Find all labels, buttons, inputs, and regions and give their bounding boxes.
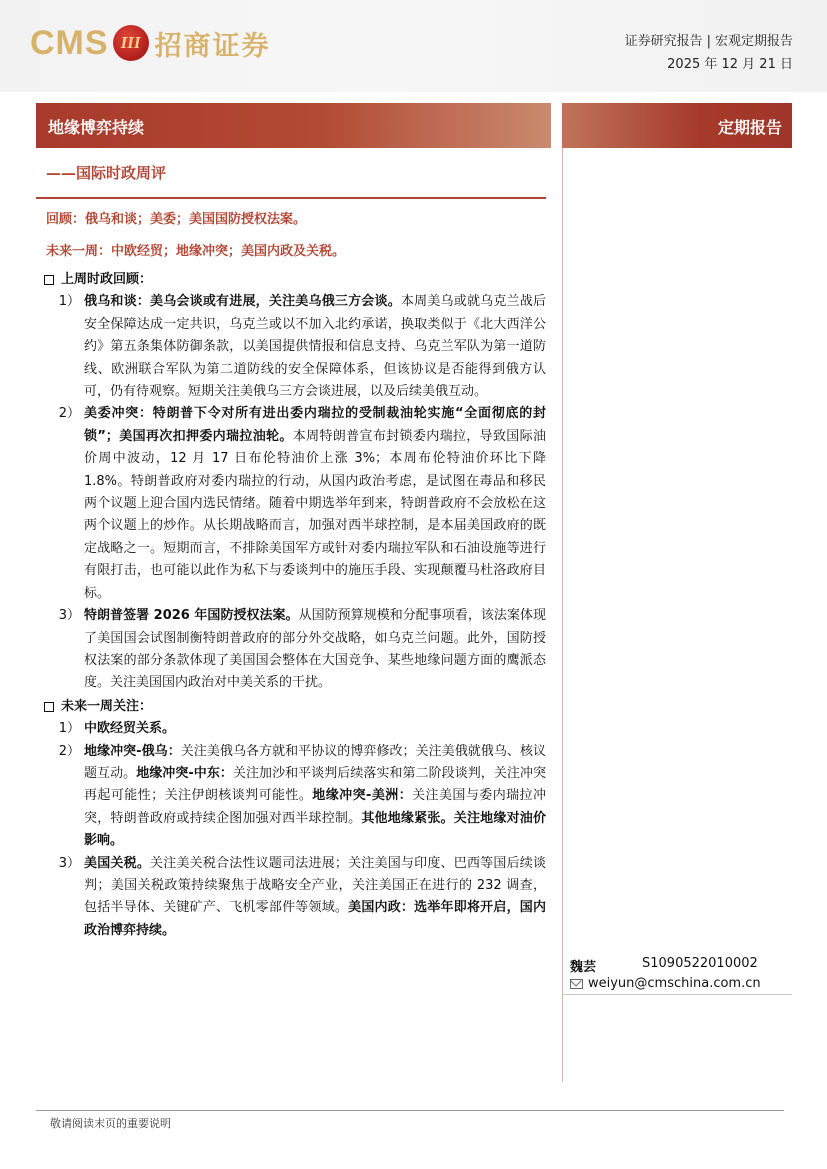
author-email[interactable]: weiyun@cmschina.com.cn — [588, 976, 761, 991]
report-meta: 证券研究报告 | 宏观定期报告 2025 年 12 月 21 日 — [625, 30, 793, 76]
list-item: 1） 俄乌和谈：美乌会谈或有进展，关注美乌俄三方会谈。本周美乌或就乌克兰战后安全保障达成一定共识，乌克兰或以不加入北约承诺，换取类似于《北大西洋公约》第五条集体防御条款，以美国提供情报和信息支持、乌克兰军队为第一道防线、欧洲联合军队为第二道防线的安全保障体系，但该协议是否能得到俄方认可，仍有待观察。短期关注美俄乌三方会谈进展，以及后续美俄互动。 — [58, 294, 546, 400]
side-divider — [562, 148, 563, 1082]
report-date: 2025 年 12 月 21 日 — [667, 57, 793, 72]
envelope-icon — [570, 979, 583, 989]
list-item: 1） 中欧经贸关系。 — [58, 721, 176, 737]
logo-emblem-icon: III — [113, 25, 149, 61]
report-body — [44, 268, 546, 942]
checkbox-bullet-icon — [44, 702, 54, 712]
list-item: 2） 美委冲突：特朗普下令对所有进出委内瑞拉的受制裁油轮实施“全面彻底的封锁”；美国再次扣押委内瑞拉油轮。本周特朗普宣布封锁委内瑞拉，导致国际油价周中波动，12 月 17 日布伦特油价上涨 3%；本周布伦特油价环比下降 1.8%。特朗普政府对委内瑞拉的行动，从国内政治考虑，是试图在毒品和移民两个议题上迎合国内选民情绪。随着中期选举年到来，特朗普政府不会放松在这两个议题上的炒作。从长期战略而言，加强对西半球控制，是本届美国政府的既定战略之一。短期而言，不排除美国军方或针对委内瑞拉军队和石油设施等进行有限打击，也可能以此作为私下与委谈判中的施压手段、实现颠覆马杜洛政府目标。 — [58, 406, 546, 601]
report-category: 宏观定期报告 — [714, 34, 793, 49]
logo-chinese-name: 招商证券 — [154, 30, 271, 62]
review-summary: 回顾：俄乌和谈；美委；美国国防授权法案。 — [46, 212, 307, 227]
checkbox-bullet-icon — [44, 275, 54, 285]
section-heading: 上周时政回顾： — [44, 269, 546, 291]
report-title: 地缘博弈持续 — [48, 118, 145, 137]
title-banner — [36, 103, 551, 148]
outlook-summary: 未来一周：中欧经贸；地缘冲突；美国内政及关税。 — [46, 244, 346, 259]
footer-rule — [36, 1110, 784, 1111]
author-divider — [562, 994, 792, 995]
side-banner — [562, 103, 792, 148]
list-item: 3） 美国关税。关注美关税合法性议题司法进展；关注美国与印度、巴西等国后续谈判；美国关税政策持续聚焦于战略安全产业，关注美国正在进行的 232 调查，包括半导体、关键矿产、飞机零部件等领域。美国内政：选举年即将开启，国内政治博弈持续。 — [58, 855, 546, 938]
list-item: 3） 特朗普签署 2026 年国防授权法案。从国防预算规模和分配事项看，该法案体现了美国国会试图制衡特朗普政府的部分外交战略，如乌克兰问题。此外，国防授权法案的部分条款体现了美国国会整体在大国竞争、某些地缘问题方面的鹰派态度。关注美国国内政治对中美关系的干扰。 — [58, 608, 546, 691]
author-block — [570, 956, 758, 975]
list-item: 2） 地缘冲突-俄乌：关注美俄乌各方就和平协议的博弈修改；关注美俄就俄乌、核议题互动。地缘冲突-中东：关注加沙和平谈判后续落实和第二阶段谈判，关注冲突再起可能性；关注伊朗核谈判可能性。地缘冲突-美洲：关注美国与委内瑞拉冲突，特朗普政府或持续企图加强对西半球控制。其他地缘紧张。关注地缘对油价影响。 — [58, 743, 546, 849]
logo-cms-text: CMS — [30, 23, 109, 62]
author-license-id: S1090522010002 — [642, 956, 758, 971]
section-heading: 未来一周关注： — [44, 696, 546, 718]
author-email-row — [570, 976, 761, 991]
subtitle-rule — [36, 197, 546, 199]
report-type: 证券研究报告 — [624, 34, 703, 49]
report-subtitle: ——国际时政周评 — [46, 164, 167, 182]
footer-disclaimer: 敬请阅读末页的重要说明 — [50, 1117, 171, 1130]
side-label: 定期报告 — [717, 118, 782, 137]
author-name: 魏芸 — [570, 960, 597, 975]
company-logo — [30, 18, 271, 68]
